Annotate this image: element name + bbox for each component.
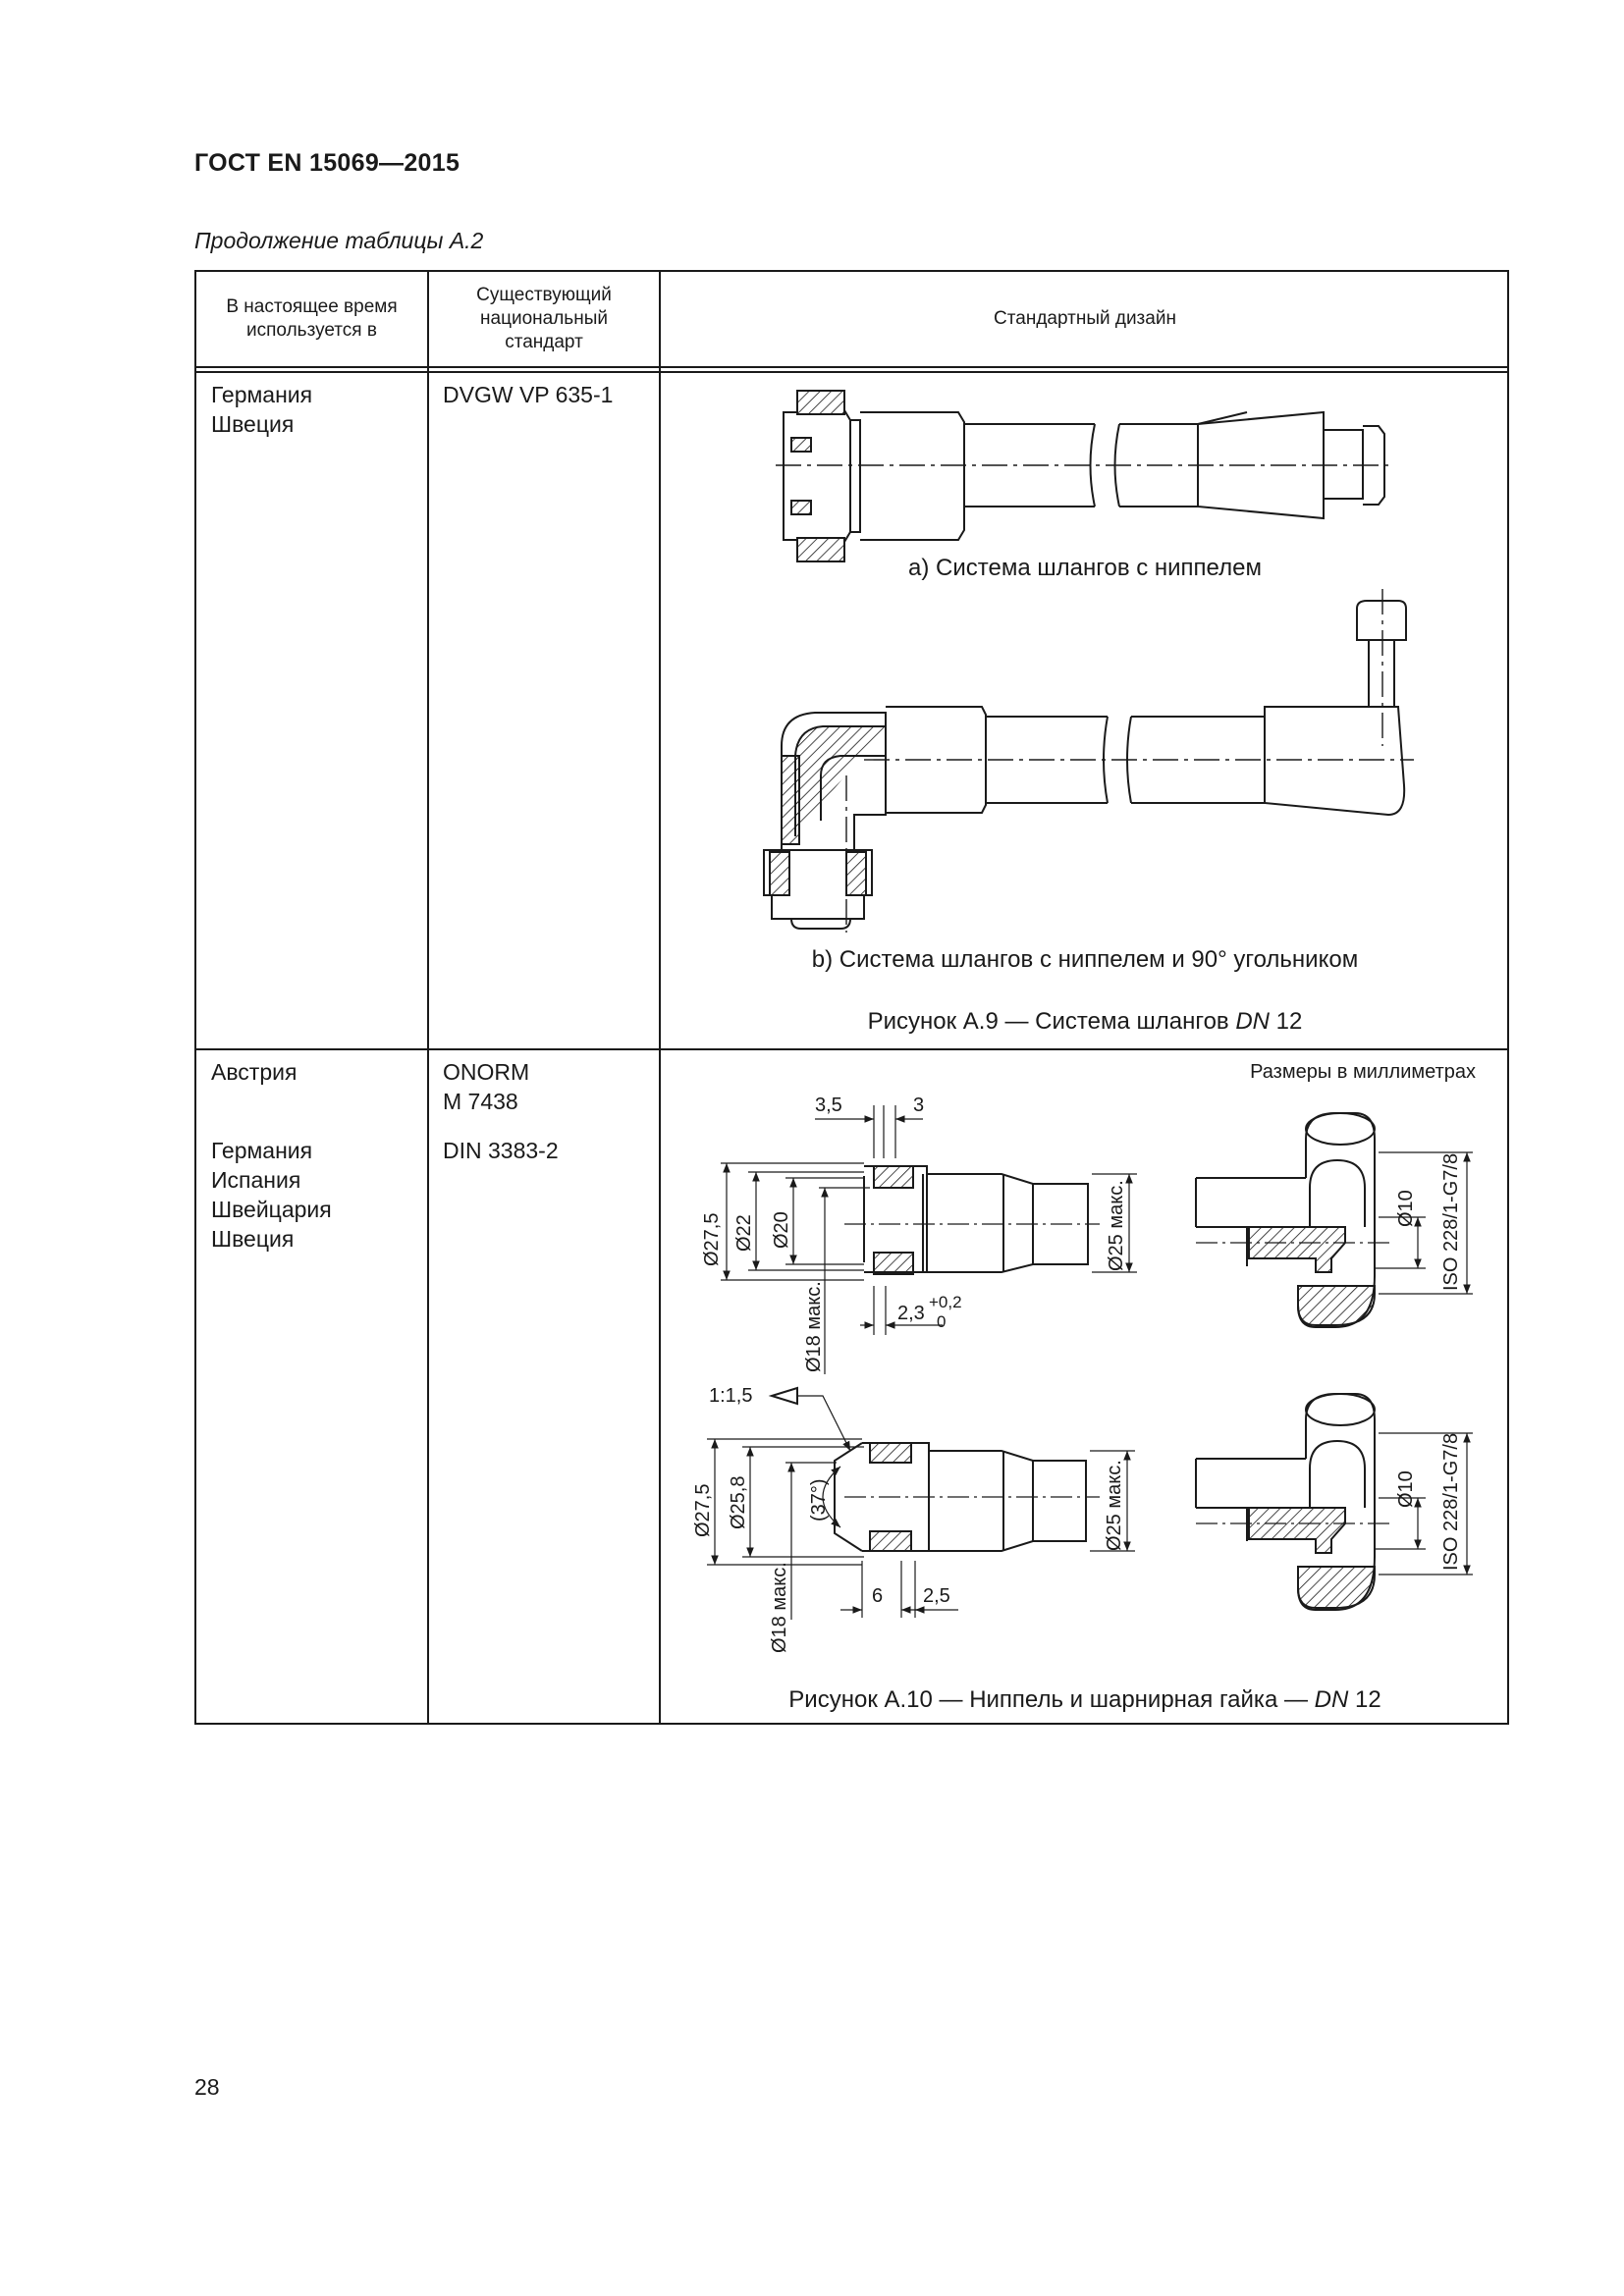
dim-iso-bottom: ISO 228/1-G7/8 [1440, 1432, 1462, 1571]
dim-tol-low: 0 [937, 1312, 947, 1331]
dim-3: 3 [913, 1095, 925, 1116]
dim-d25-8: Ø25,8 [728, 1475, 749, 1529]
dim-d10-bottom: Ø10 [1395, 1470, 1417, 1508]
figure-swivel-nut-bottom [1196, 1394, 1473, 1610]
figure-swivel-nut-top [1196, 1113, 1473, 1327]
dim-2-3: 2,3 [897, 1303, 925, 1324]
dim-d27-5-b: Ø27,5 [692, 1483, 714, 1537]
dim-d20: Ø20 [771, 1211, 792, 1249]
dim-angle: (37°) [808, 1478, 830, 1522]
figure-a10-caption [661, 1686, 1509, 1714]
dim-d25-b: Ø25 макс. [1104, 1460, 1125, 1551]
dim-iso-top: ISO 228/1-G7/8 [1440, 1152, 1462, 1291]
dim-d18-b: Ø18 макс. [769, 1562, 790, 1653]
dim-d10-top: Ø10 [1395, 1190, 1417, 1227]
standard: DVGW VP 635-1 [443, 382, 614, 407]
figure-a9-suffix: 12 [1270, 1008, 1303, 1035]
dimensions-note: Размеры в миллиметрах [1250, 1061, 1476, 1083]
caption-a: а) Система шлангов с ниппелем [908, 555, 1262, 581]
header-standard-design: Стандартный дизайн [994, 308, 1176, 329]
dim-d25: Ø25 макс. [1106, 1180, 1127, 1271]
figure-a9-caption [661, 1008, 1509, 1036]
country: Германия [211, 382, 313, 407]
dim-taper: 1:1,5 [709, 1385, 753, 1407]
country: Швеция [211, 1226, 295, 1252]
dim-6: 6 [872, 1585, 884, 1607]
country: Швейцария [211, 1197, 332, 1222]
country: Австрия [211, 1059, 298, 1085]
country: Швеция [211, 411, 295, 437]
figure-hose-with-nipple [776, 391, 1394, 561]
table-continuation-caption: Продолжение таблицы А.2 [194, 228, 484, 253]
document-code: ГОСТ EN 15069—2015 [194, 149, 460, 177]
header-used-in: В настоящее время используется в [226, 296, 398, 341]
dims-bottom-left [692, 1385, 1125, 1653]
page-number: 28 [194, 2074, 220, 2100]
standard: ONORM [443, 1059, 530, 1085]
caption-b: b) Система шлангов с ниппелем и 90° угольником [811, 946, 1359, 973]
dim-d18: Ø18 макс. [803, 1281, 825, 1372]
figure-a10-dn: DN [1314, 1686, 1349, 1713]
standard: DIN 3383-2 [443, 1138, 559, 1163]
standard: M 7438 [443, 1089, 518, 1114]
header-national-standard: Существующий национальный стандарт [476, 285, 612, 352]
country: Германия [211, 1138, 313, 1163]
figure-a9-prefix: Рисунок А.9 — Система шлангов [867, 1008, 1236, 1035]
figure-a10-suffix: 12 [1348, 1686, 1381, 1713]
country: Испания [211, 1167, 301, 1193]
dim-d22: Ø22 [733, 1214, 755, 1252]
dim-2-5: 2,5 [923, 1585, 950, 1607]
figure-a10-prefix: Рисунок А.10 — Ниппель и шарнирная гайка — [788, 1686, 1315, 1713]
figure-hose-with-elbow [764, 589, 1414, 933]
dim-tol-up: +0,2 [929, 1293, 962, 1311]
dim-d27-5: Ø27,5 [701, 1212, 723, 1266]
dims-top-left [701, 1095, 1127, 1372]
figure-a9-dn: DN [1235, 1008, 1270, 1035]
dim-3-5: 3,5 [815, 1095, 842, 1116]
